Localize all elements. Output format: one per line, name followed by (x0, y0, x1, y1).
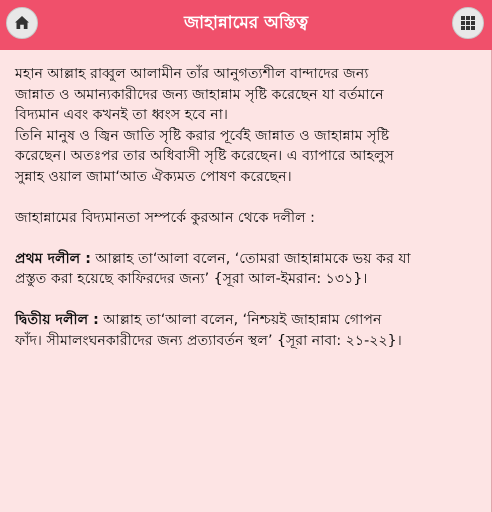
intro-line-1: মহান আল্লাহ রাব্বুল আলামীন তাঁর আনুগত্যশীল বান্দাদের জন্য (15, 66, 369, 82)
intro-line-3: বিদ্যমান এবং কখনই তা ধ্বংস হবে না। (15, 107, 228, 123)
creation-line-2: করেছেন। অতঃপর তার অধিবাসী সৃষ্টি করেছেন। এ ব্যাপারে আহলুস (15, 148, 394, 164)
second-evidence-line-2: ফাঁদ। সীমালংঘনকারীদের জন্য প্রত্যাবর্তন স্থল’ {সূরা নাবা: ২১-২২}। (15, 332, 402, 349)
header-bar (0, 0, 492, 50)
creation-line-1: তিনি মানুষ ও জ্বিন জাতি সৃষ্টি করার পূর্বেই জান্নাত ও জাহান্নাম সৃষ্টি (15, 127, 390, 144)
second-evidence (15, 310, 476, 351)
menu-button[interactable] (452, 7, 484, 39)
spacer (15, 187, 476, 208)
intro-line-2: জান্নাত ও অমান্যকারীদের জন্য জাহান্নাম সৃষ্টি করেছেন যা বর্তমানে (15, 86, 384, 103)
creation-paragraph (15, 126, 476, 188)
first-evidence (15, 249, 476, 290)
second-evidence-label: দ্বিতীয় দলীল : (15, 312, 99, 328)
second-evidence-line-1: আল্লাহ তা‘আলা বলেন, ‘নিশ্চয়ই জাহান্নাম গোপন (98, 312, 382, 328)
intro-paragraph (15, 64, 476, 126)
article-content (0, 50, 492, 512)
spacer (15, 228, 476, 249)
spacer (15, 290, 476, 311)
page-title: জাহান্নামের অস্তিত্ব (183, 13, 309, 33)
first-evidence-line-1: আল্লাহ তা‘আলা বলেন, ‘তোমরা জাহান্নামকে ভয় কর যা (90, 250, 411, 267)
first-evidence-line-2: প্রস্তুত করা হয়েছে কাফিরদের জন্য’ {সূরা আল-ইমরান: ১৩১}। (15, 271, 368, 287)
grid-menu-icon (458, 13, 478, 33)
evidence-heading: জাহান্নামের বিদ্যমানতা সম্পর্কে কুরআন থেকে দলীল : (15, 209, 315, 226)
first-evidence-label: প্রথম দলীল : (15, 250, 91, 267)
creation-line-3: সুন্নাহ ওয়াল জামা‘আত ঐক্যমত পোষণ করেছেন। (15, 168, 292, 185)
